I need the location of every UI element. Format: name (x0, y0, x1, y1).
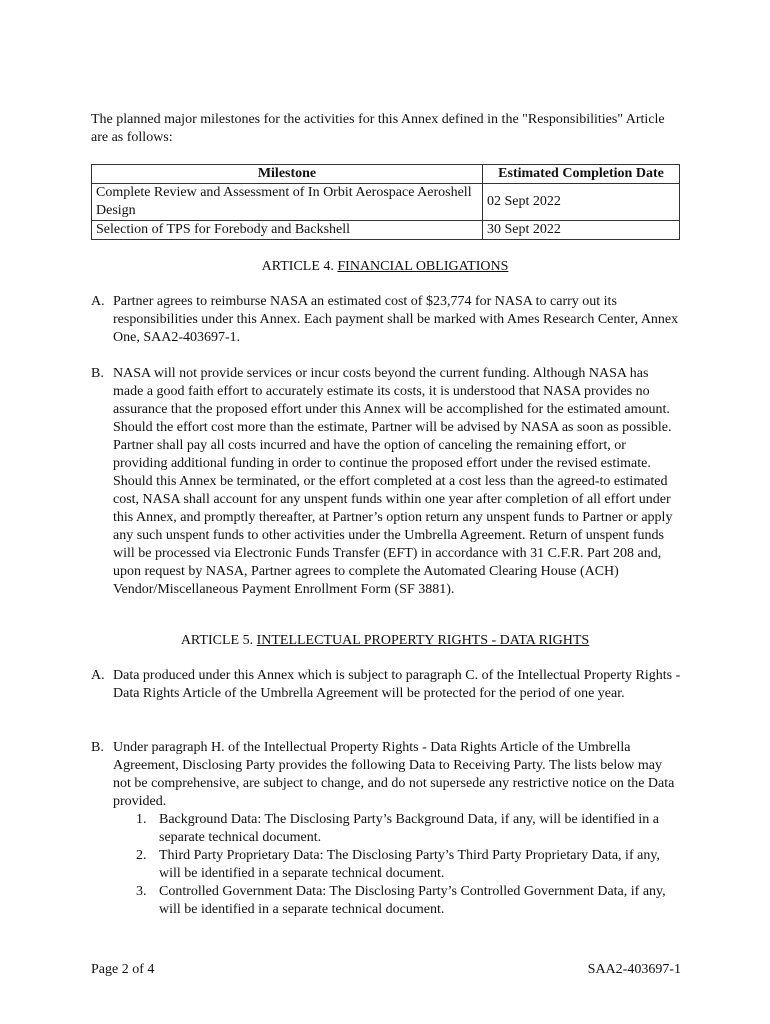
milestone-cell: Complete Review and Assessment of In Orbit Aerospace Aeroshell Design (92, 184, 483, 221)
list-number: 2. (136, 848, 147, 863)
paragraph-label: B. (91, 366, 104, 381)
paragraph-text: NASA will not provide services or incur costs beyond the current funding. Although NASA has made a good faith effort to accurately estimate its costs, it is understood that NASA provides no assurance that the proposed effort under this Annex will be accomplished for the estimated amount. Should the effort cost more than the estimate, Partner will be advised by NASA as soon as possible. Partner shall pay all costs incurred and have the option of canceling the remaining effort, or providing additional funding in order to continue the proposed effort under the revised estimate. Should this Annex be terminated, or the effort completed at a cost less than the agreed-to estimated cost, NASA shall account for any unspent funds within one year after completion of all effort under this Annex, and promptly thereafter, at Partner’s option return any unspent funds to Partner or apply any such unspent funds to other activities under the Umbrella Agreement. Return of unspent funds will be processed via Electronic Funds Transfer (EFT) in accordance with 31 C.F.R. Part 208 and, upon request by NASA, Partner agrees to complete the Automated Clearing House (ACH) Vendor/Miscellaneous Payment Enrollment Form (SF 3881). (113, 366, 673, 597)
article-4-title: FINANCIAL OBLIGATIONS (337, 259, 509, 274)
paragraph-text: Data produced under this Annex which is subject to paragraph C. of the Intellectual Property Rights - Data Rights Article of the Umbrella Agreement will be protected for the period of one year. (113, 668, 681, 701)
paragraph-label: B. (91, 740, 104, 755)
list-text: Third Party Proprietary Data: The Disclosing Party’s Third Party Proprietary Data, if any, will be identified in a separate technical document. (159, 848, 660, 881)
date-cell: 30 Sept 2022 (483, 221, 680, 240)
list-number: 3. (136, 884, 147, 899)
article-4-heading (0, 258, 770, 276)
paragraph-text: Partner agrees to reimburse NASA an estimated cost of $23,774 for NASA to carry out its responsibilities under this Annex. Each payment shall be marked with Ames Research Center, Annex One, SAA2-403697-1. (113, 294, 679, 345)
paragraph-label: A. (91, 668, 105, 683)
article-5-paragraph-a (91, 667, 681, 703)
list-text: Background Data: The Disclosing Party’s Background Data, if any, will be identified in a separate technical document. (159, 812, 659, 845)
article-5-prefix: ARTICLE 5. (180, 633, 257, 648)
paragraph-text: Under paragraph H. of the Intellectual Property Rights - Data Rights Article of the Umbrella Agreement, Disclosing Party provides the following Data to Receiving Party. The lists below may not be comprehensive, are subject to change, and do not supersede any restrictive notice on the Data provided. (113, 740, 675, 809)
milestone-header: Milestone (92, 165, 483, 184)
list-item (136, 883, 682, 919)
article-4-paragraph-a (91, 293, 681, 347)
list-number: 1. (136, 812, 147, 827)
intro-paragraph: The planned major milestones for the activities for this Annex defined in the "Responsibilities" Article are as follows: (91, 112, 665, 145)
paragraph-label: A. (91, 294, 105, 309)
table-row (92, 184, 680, 221)
list-item (136, 811, 682, 847)
table-header-row (92, 165, 680, 184)
list-item (136, 847, 682, 883)
completion-date-header: Estimated Completion Date (483, 165, 680, 184)
article-5-paragraph-b (91, 739, 681, 811)
page-number: Page 2 of 4 (91, 962, 155, 977)
milestone-cell: Selection of TPS for Forebody and Backshell (92, 221, 483, 240)
table-row (92, 221, 680, 240)
date-cell: 02 Sept 2022 (483, 184, 680, 221)
article-4-paragraph-b (91, 365, 681, 599)
article-4-prefix: ARTICLE 4. (261, 259, 338, 274)
data-list (136, 811, 682, 919)
list-text: Controlled Government Data: The Disclosing Party’s Controlled Government Data, if any, will be identified in a separate technical document. (159, 884, 666, 917)
article-5-heading (0, 632, 770, 650)
milestone-table (91, 164, 680, 240)
article-5-title: INTELLECTUAL PROPERTY RIGHTS - DATA RIGHTS (256, 633, 590, 648)
document-id: SAA2-403697-1 (587, 962, 681, 977)
